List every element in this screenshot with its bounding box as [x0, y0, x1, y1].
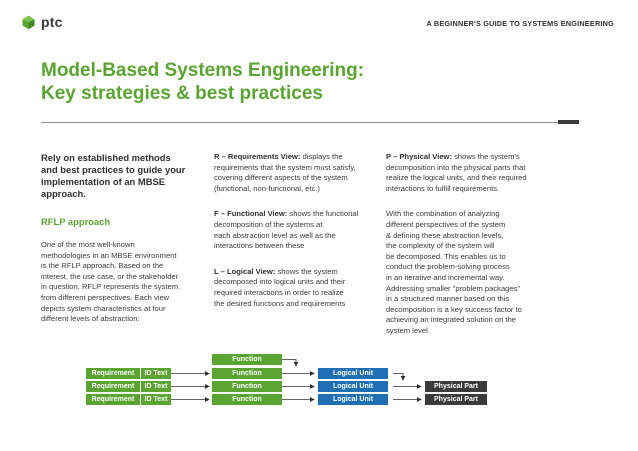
body-line: from different perspectives. Each view — [41, 292, 170, 302]
body-line: interactions to fulfill requirements. — [386, 183, 500, 193]
body-line: shows the functional — [287, 209, 359, 219]
body-line: each abstraction level as well as the — [214, 230, 336, 240]
page-title-line-2: Key strategies & best practices — [41, 83, 323, 104]
body-line: be decomposed. This enables us to — [386, 251, 506, 261]
id-text-box: ID Text — [141, 381, 171, 392]
section-divider — [41, 122, 579, 123]
body-line: is the RFLP approach. Based on the — [41, 261, 164, 271]
function-box: Function — [212, 381, 282, 392]
divider-accent — [558, 120, 579, 124]
logical-unit-box: Logical Unit — [318, 381, 388, 392]
logical-view-paragraph — [214, 267, 372, 309]
body-line: depicts system characteristics at four — [41, 303, 166, 313]
body-line: realize the logical units, and their required — [386, 173, 527, 183]
lead-paragraph — [41, 152, 196, 200]
body-line: required interactions in order to realize — [214, 287, 344, 297]
column-views — [214, 152, 372, 309]
body-line: Addressing smaller "problem packages" — [386, 283, 521, 293]
requirements-view-term: R – Requirements View: — [214, 152, 301, 161]
ptc-logo-icon — [21, 15, 36, 30]
page-title-line-1: Model-Based Systems Engineering: — [41, 60, 365, 81]
body-line: shows the system's — [452, 152, 520, 161]
lead-line: approach. — [41, 188, 86, 199]
body-line: shows the system — [275, 266, 338, 276]
body-line: decomposed into logical units and their — [214, 277, 346, 287]
logical-unit-box: Logical Unit — [318, 368, 388, 379]
functional-view-paragraph — [214, 209, 372, 251]
physical-part-box: Physical Part — [425, 381, 487, 392]
body-line: One of the most well-known — [41, 240, 135, 249]
body-line: interactions between these — [214, 241, 305, 251]
body-line: & defining these abstraction levels, — [386, 230, 504, 240]
body-line: interest, the use case, or the stakeholder — [41, 271, 179, 281]
body-line: the complexity of the system will — [386, 241, 495, 251]
function-box: Function — [212, 394, 282, 405]
body-line: system level. — [386, 325, 430, 335]
physical-view-paragraph — [386, 152, 558, 194]
body-line: methodologies in an MBSE environment — [41, 250, 177, 260]
rflp-paragraph — [41, 240, 196, 325]
lead-line: implementation of an MBSE — [41, 176, 165, 187]
page-title — [41, 59, 364, 105]
connector — [282, 360, 296, 367]
requirement-box: Requirement — [86, 368, 140, 379]
body-line: decomposition into the physical parts that — [386, 162, 526, 172]
body-line: in question, RFLP represents the system — [41, 282, 179, 292]
body-line: achieving an integrated solution on the — [386, 315, 517, 325]
lead-line: Rely on established methods — [41, 152, 171, 163]
logical-unit-box: Logical Unit — [318, 394, 388, 405]
logo-text: ptc — [41, 14, 63, 30]
guide-title: A BEGINNER'S GUIDE TO SYSTEMS ENGINEERING — [426, 19, 614, 28]
ptc-logo — [21, 14, 63, 30]
body-line: different levels of abstraction: — [41, 314, 140, 324]
column-intro — [41, 152, 196, 325]
body-line: conduct the problem-solving process — [386, 262, 510, 272]
decomposition-paragraph — [386, 209, 558, 336]
body-line: (functional, non-functional, etc.) — [214, 183, 320, 193]
requirement-box: Requirement — [86, 381, 140, 392]
body-line: requirements that the system must satisfy, — [214, 162, 356, 172]
body-line: the desired functions and requirements — [214, 298, 346, 308]
physical-part-box: Physical Part — [425, 394, 487, 405]
functional-view-term: F – Functional View: — [214, 209, 288, 219]
rflp-subheading: RFLP approach — [41, 216, 111, 227]
id-text-box: ID Text — [141, 368, 171, 379]
body-line: covering different aspects of the system — [214, 173, 348, 183]
body-line: in a structured manner based on this — [386, 294, 510, 304]
body-line: decomposition of the systems at — [214, 219, 323, 229]
logical-view-term: L – Logical View: — [214, 266, 276, 276]
body-line: different perspectives of the system — [386, 219, 506, 229]
lead-line: and best practices to guide your — [41, 164, 186, 175]
requirement-box: Requirement — [86, 394, 140, 405]
requirements-view-paragraph — [214, 152, 372, 194]
function-box: Function — [212, 368, 282, 379]
body-line: displays the — [300, 152, 343, 161]
body-line: With the combination of analyzing — [386, 209, 500, 219]
physical-view-term: P – Physical View: — [386, 152, 452, 161]
body-line: decomposition is a key success factor to — [386, 304, 522, 314]
connector — [393, 374, 403, 381]
function-box: Function — [212, 354, 282, 365]
id-text-box: ID Text — [141, 394, 171, 405]
column-physical — [386, 152, 558, 337]
body-line: in an iterative and incremental way. — [386, 272, 505, 282]
